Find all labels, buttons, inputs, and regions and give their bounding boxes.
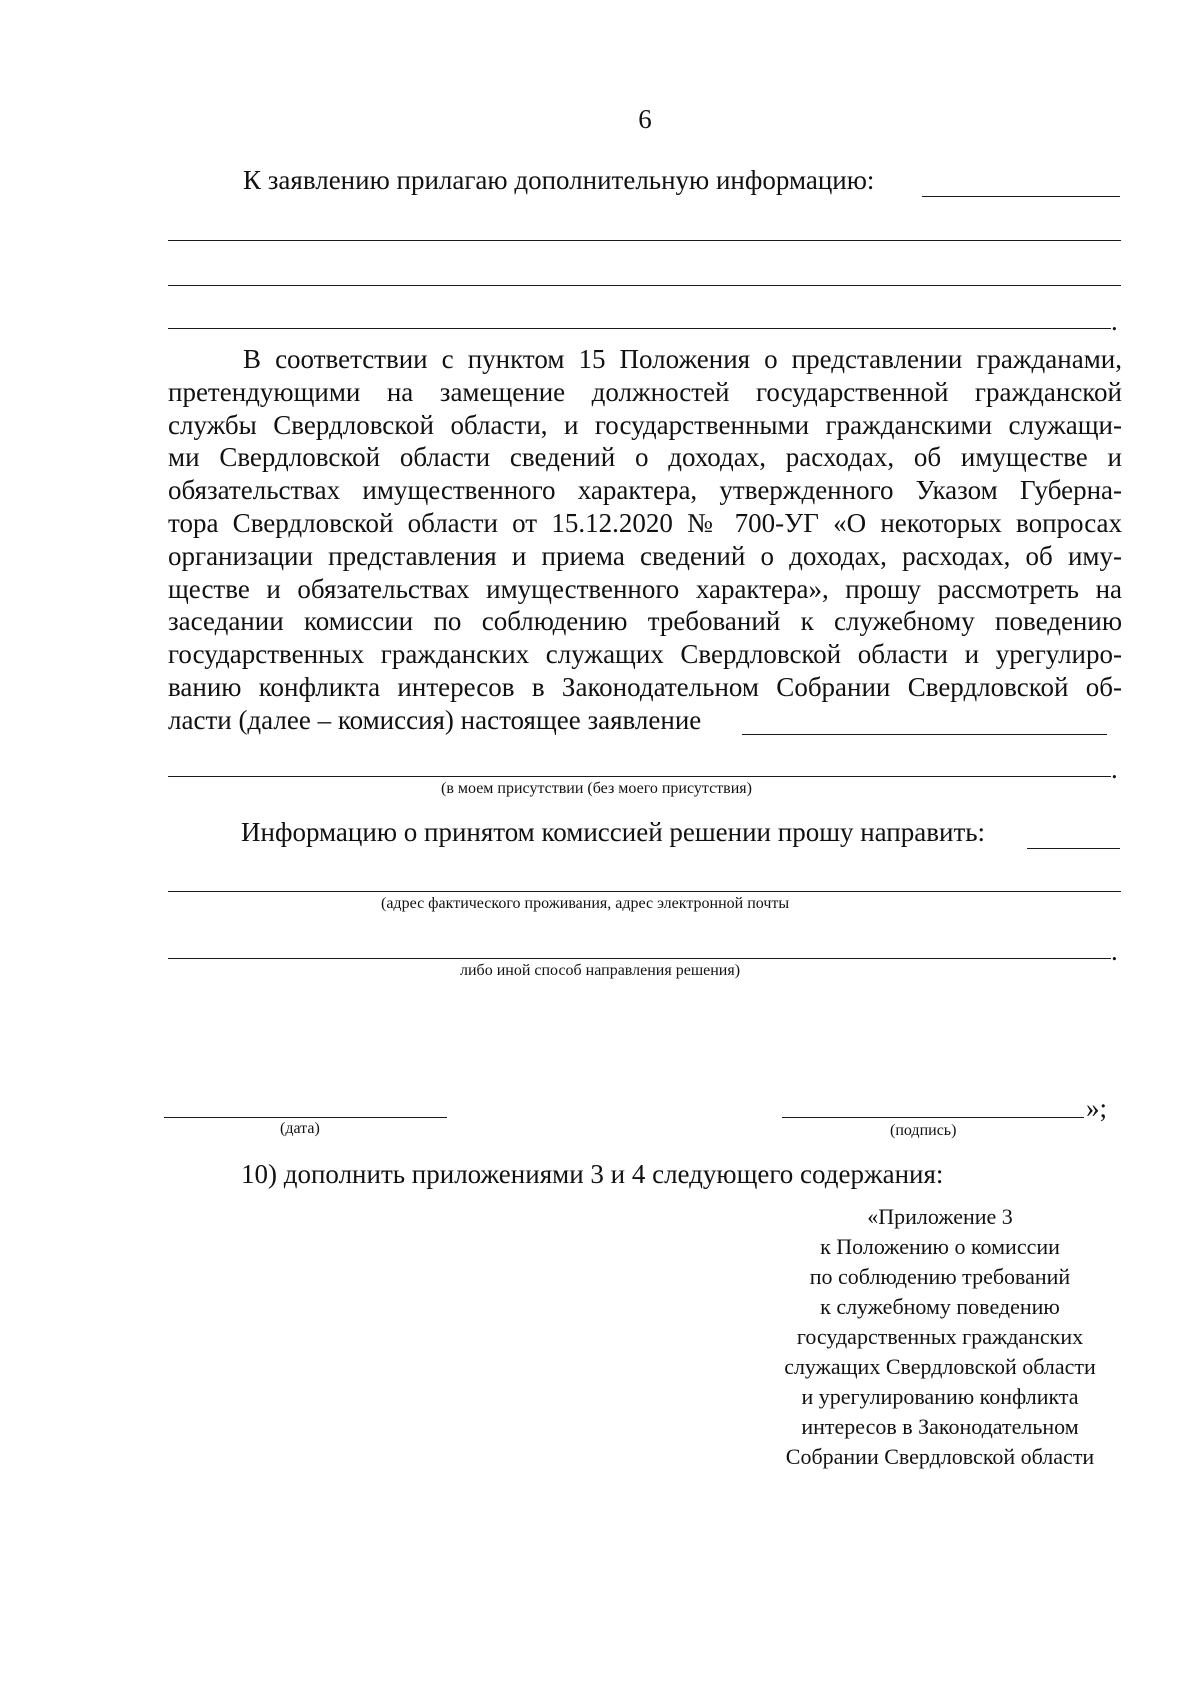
- closing-quote: »;: [1086, 1093, 1108, 1123]
- main-paragraph: [168, 343, 1122, 737]
- annex-line: к Положению о комиссии: [820, 1234, 1060, 1259]
- paragraph-line: тора Свердловской области от 15.12.2020 № 700-УГ «О некоторых вопросах: [168, 507, 1122, 538]
- presence-hint: (в моем присутствии (без моего присутствия): [441, 780, 752, 797]
- presence-blank-line: [168, 776, 1111, 777]
- annex-line: Собрании Свердловской области: [785, 1444, 1095, 1469]
- annex-line: и урегулированию конфликта: [801, 1384, 1079, 1409]
- paragraph-line: ми Свердловской области сведений о доходах, расходах, об имуществе и: [168, 442, 1122, 473]
- address-hint: (адрес фактического проживания, адрес электронной почты: [381, 895, 790, 912]
- decision-blank-line: [1027, 848, 1120, 849]
- date-blank-line: [164, 1117, 447, 1118]
- presence-end-period: .: [1111, 754, 1118, 784]
- paragraph-line: претендующими на замещение должностей государственной гражданской: [168, 376, 1122, 407]
- paragraph-line: обязательствах имущественного характера, утвержденного Указом Губерна-: [168, 475, 1122, 506]
- paragraph-line: государственных гражданских служащих Свердловской области и урегулиро-: [168, 639, 1122, 670]
- attachment-blank-line-2: [168, 240, 1121, 241]
- signature-blank-line: [782, 1117, 1084, 1118]
- date-label: (дата): [280, 1120, 320, 1137]
- annex-line: государственных гражданских: [796, 1324, 1084, 1349]
- annex-line: по соблюдению требований: [809, 1264, 1071, 1289]
- paragraph-line: службы Свердловской области, и государственными гражданскими служащи-: [168, 409, 1122, 440]
- item-10-text: 10) дополнить приложениями 3 и 4 следующего содержания:: [241, 1159, 944, 1189]
- method-blank-line: [168, 958, 1111, 959]
- paragraph-line: ванию конфликта интересов в Законодательном Собрании Свердловской об-: [168, 671, 1122, 702]
- signature-label: (подпись): [890, 1122, 957, 1139]
- paragraph-line: заседании комиссии по соблюдению требований к служебному поведению: [168, 606, 1122, 637]
- statement-blank-line: [742, 734, 1107, 735]
- paragraph-line: организации представления и приема сведений о доходах, расходах, об иму-: [168, 540, 1122, 571]
- attachment-blank-line-4: [168, 328, 1111, 329]
- attachment-end-period: .: [1111, 306, 1118, 336]
- address-blank-line: [168, 891, 1121, 892]
- attachment-blank-line-3: [168, 285, 1121, 286]
- annex-line: к служебному поведению: [820, 1294, 1060, 1319]
- annex-heading: [760, 1202, 1120, 1472]
- method-hint: либо иной способ направления решения): [460, 962, 741, 979]
- paragraph-line: ласти (далее – комиссия) настоящее заявление: [168, 704, 702, 735]
- page-number: 6: [638, 104, 652, 134]
- annex-line: служащих Свердловской области: [784, 1354, 1096, 1379]
- method-end-period: .: [1111, 936, 1118, 966]
- annex-line: интересов в Законодательном: [801, 1414, 1079, 1439]
- annex-line: «Приложение 3: [867, 1204, 1013, 1229]
- paragraph-line: ществе и обязательствах имущественного характера», прошу рассмотреть на: [168, 573, 1122, 604]
- attachment-label: К заявлению прилагаю дополнительную информацию:: [243, 165, 875, 195]
- paragraph-line: В соответствии с пунктом 15 Положения о представлении гражданами,: [243, 344, 1122, 374]
- attachment-blank-line: [922, 196, 1120, 197]
- decision-info-label: Информацию о принятом комиссией решении прошу направить:: [241, 817, 986, 847]
